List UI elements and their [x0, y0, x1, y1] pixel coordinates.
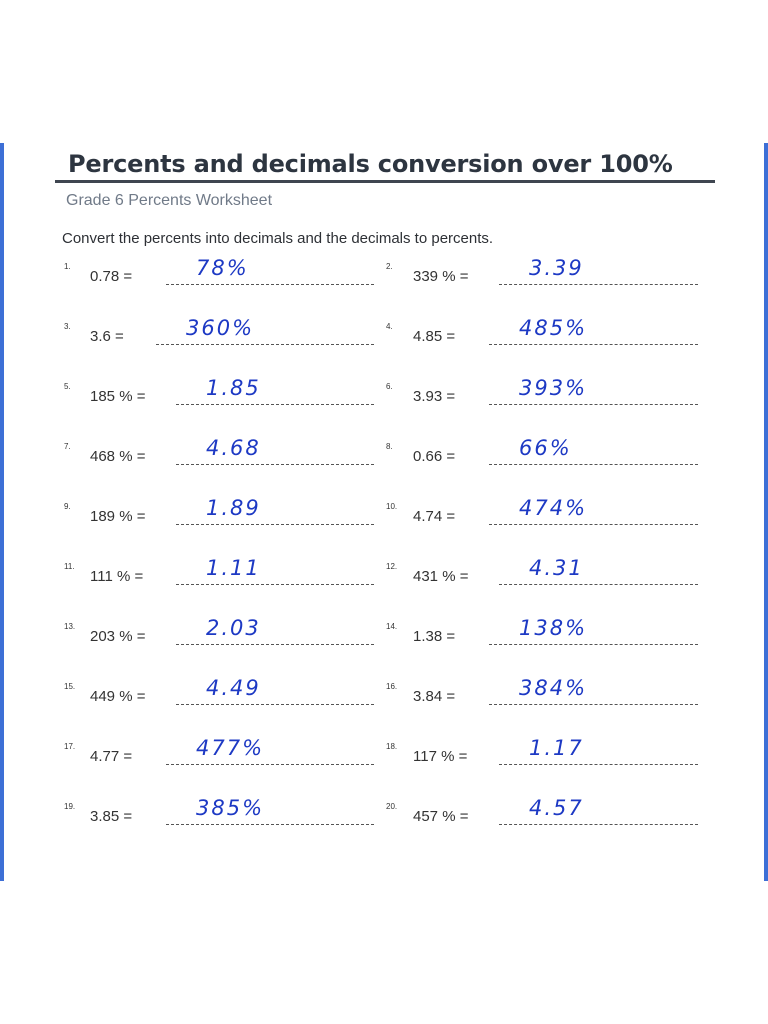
answer-line: [176, 584, 374, 585]
problem-item: [64, 796, 379, 832]
problem-item: [64, 256, 379, 292]
problem-prompt: 457 % =: [413, 808, 469, 825]
answer-line: [176, 404, 374, 405]
problem-prompt: 3.6 =: [90, 328, 124, 345]
answer-line: [489, 404, 698, 405]
problem-item: [64, 616, 379, 652]
handwritten-answer: 78%: [196, 256, 249, 280]
title-rule: [55, 180, 715, 183]
worksheet-instructions: Convert the percents into decimals and the decimals to percents.: [62, 230, 494, 247]
problem-item: [64, 676, 379, 712]
handwritten-answer: 360%: [186, 316, 255, 340]
handwritten-answer: 4.57: [529, 796, 584, 820]
answer-line: [166, 824, 374, 825]
problem-prompt: 3.93 =: [413, 388, 456, 405]
problem-number: 12.: [386, 562, 398, 571]
problem-item: [386, 736, 703, 772]
problem-item: [64, 316, 379, 352]
handwritten-answer: 66%: [519, 436, 572, 460]
answer-line: [176, 524, 374, 525]
problem-number: 20.: [386, 802, 398, 811]
problem-prompt: 4.74 =: [413, 508, 456, 525]
problem-number: 18.: [386, 742, 398, 751]
handwritten-answer: 4.68: [206, 436, 261, 460]
problem-item: [386, 496, 703, 532]
problem-number: 19.: [64, 802, 76, 811]
answer-line: [489, 704, 698, 705]
handwritten-answer: 384%: [519, 676, 588, 700]
handwritten-answer: 393%: [519, 376, 588, 400]
problem-prompt: 1.38 =: [413, 628, 456, 645]
problem-prompt: 4.77 =: [90, 748, 133, 765]
answer-line: [166, 284, 374, 285]
problem-number: 15.: [64, 682, 76, 691]
problem-number: 7.: [64, 442, 71, 451]
problem-item: [64, 436, 379, 472]
problem-item: [386, 796, 703, 832]
problem-prompt: 117 % =: [413, 748, 468, 765]
handwritten-answer: 1.17: [529, 736, 584, 760]
problem-item: [386, 676, 703, 712]
worksheet-title: Percents and decimals conversion over 100%: [68, 150, 673, 178]
worksheet-subtitle: Grade 6 Percents Worksheet: [66, 192, 273, 209]
handwritten-answer: 485%: [519, 316, 588, 340]
handwritten-answer: 4.49: [206, 676, 261, 700]
handwritten-answer: 1.85: [206, 376, 261, 400]
problem-item: [386, 556, 703, 592]
problem-prompt: 431 % =: [413, 568, 469, 585]
problem-item: [64, 496, 379, 532]
problem-number: 2.: [386, 262, 393, 271]
problem-prompt: 203 % =: [90, 628, 146, 645]
problem-number: 6.: [386, 382, 393, 391]
problem-number: 14.: [386, 622, 398, 631]
problem-item: [386, 616, 703, 652]
problem-number: 8.: [386, 442, 393, 451]
problem-number: 13.: [64, 622, 76, 631]
answer-line: [499, 764, 698, 765]
problem-prompt: 0.78 =: [90, 268, 133, 285]
problem-item: [386, 376, 703, 412]
problem-prompt: 185 % =: [90, 388, 146, 405]
answer-line: [156, 344, 374, 345]
answer-line: [176, 704, 374, 705]
problem-item: [64, 376, 379, 412]
problem-number: 4.: [386, 322, 393, 331]
handwritten-answer: 2.03: [206, 616, 261, 640]
handwritten-answer: 1.11: [206, 556, 261, 580]
handwritten-answer: 385%: [196, 796, 265, 820]
problem-item: [386, 256, 703, 292]
handwritten-answer: 1.89: [206, 496, 261, 520]
problem-item: [64, 556, 379, 592]
handwritten-answer: 138%: [519, 616, 588, 640]
problem-prompt: 4.85 =: [413, 328, 456, 345]
problem-number: 17.: [64, 742, 76, 751]
answer-line: [499, 584, 698, 585]
problem-number: 16.: [386, 682, 398, 691]
problem-number: 5.: [64, 382, 71, 391]
problem-item: [64, 736, 379, 772]
problem-prompt: 3.85 =: [90, 808, 133, 825]
problem-item: [386, 316, 703, 352]
problem-prompt: 111 % =: [90, 568, 144, 585]
answer-line: [489, 524, 698, 525]
handwritten-answer: 3.39: [529, 256, 584, 280]
handwritten-answer: 474%: [519, 496, 588, 520]
problem-number: 1.: [64, 262, 71, 271]
problem-prompt: 468 % =: [90, 448, 146, 465]
problem-prompt: 449 % =: [90, 688, 146, 705]
problem-number: 3.: [64, 322, 71, 331]
answer-line: [489, 464, 698, 465]
answer-line: [176, 464, 374, 465]
problem-prompt: 0.66 =: [413, 448, 456, 465]
problem-number: 11.: [64, 562, 75, 571]
problem-prompt: 339 % =: [413, 268, 469, 285]
answer-line: [499, 824, 698, 825]
answer-line: [166, 764, 374, 765]
answer-line: [489, 644, 698, 645]
handwritten-answer: 4.31: [529, 556, 584, 580]
answer-line: [489, 344, 698, 345]
answer-line: [499, 284, 698, 285]
problem-number: 10.: [386, 502, 398, 511]
problem-prompt: 3.84 =: [413, 688, 456, 705]
problem-prompt: 189 % =: [90, 508, 146, 525]
handwritten-answer: 477%: [196, 736, 265, 760]
answer-line: [176, 644, 374, 645]
problem-number: 9.: [64, 502, 71, 511]
problem-item: [386, 436, 703, 472]
